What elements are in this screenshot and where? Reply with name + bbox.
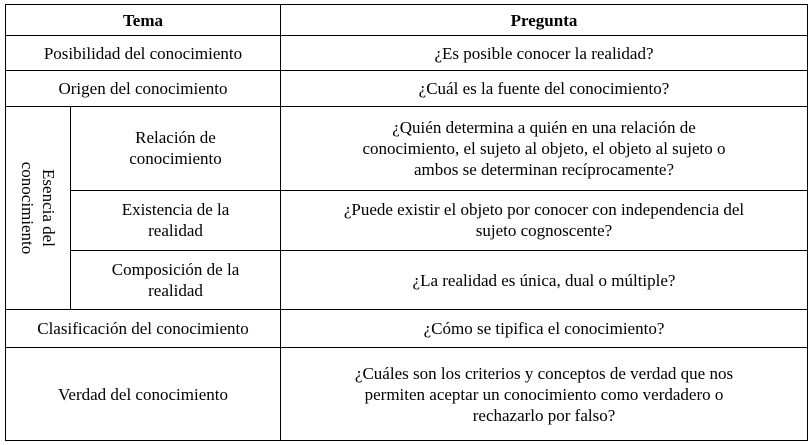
subtema-line: Composición de la [111, 260, 240, 280]
pregunta-line: rechazarlo por falso? [472, 405, 616, 425]
table-row [6, 71, 808, 106]
subtema-line: conocimiento [129, 149, 222, 169]
pregunta-cell: ¿Cómo se tipifica el conocimiento? [281, 310, 808, 348]
pregunta-line: permiten aceptar un conocimiento como verdadero o [364, 384, 724, 404]
subtema-line: Relación de [135, 128, 216, 148]
subtema-line: realidad [148, 221, 203, 241]
table-row [6, 106, 808, 190]
tema-cell: Verdad del conocimiento [6, 348, 281, 441]
header-pregunta: Pregunta [281, 5, 808, 36]
table-row [6, 310, 808, 348]
table-row [6, 250, 808, 310]
table-row [6, 348, 808, 441]
header-tema: Tema [6, 5, 281, 36]
subtema-cell [71, 106, 281, 190]
pregunta-line: ¿Quién determina a quién en una relación de [392, 117, 696, 137]
pregunta-cell [281, 106, 808, 190]
group-label-vertical [17, 162, 59, 255]
tema-cell: Posibilidad del conocimiento [6, 36, 281, 71]
subtema-line: Existencia de la [121, 200, 230, 220]
pregunta-line: conocimiento, el sujeto al objeto, el objeto al sujeto o [362, 138, 726, 158]
table-row [6, 36, 808, 71]
subtema-line: realidad [148, 281, 203, 301]
tema-cell: Origen del conocimiento [6, 71, 281, 106]
pregunta-cell [281, 348, 808, 441]
pregunta-line: ¿Puede existir el objeto por conocer con independencia del [343, 200, 745, 220]
pregunta-line: ambos se determinan recíprocamente? [413, 159, 675, 179]
pregunta-cell: ¿Es posible conocer la realidad? [281, 36, 808, 71]
subtema-cell [71, 250, 281, 310]
tema-cell: Clasificación del conocimiento [6, 310, 281, 348]
group-label-line: conocimiento [18, 161, 37, 255]
header-row [6, 5, 808, 36]
subtema-cell [71, 190, 281, 250]
group-label-cell [6, 106, 71, 310]
pregunta-cell: ¿La realidad es única, dual o múltiple? [281, 250, 808, 310]
pregunta-line: sujeto cognoscente? [475, 221, 613, 241]
pregunta-line: ¿Cuáles son los criterios y conceptos de verdad que nos [354, 363, 734, 383]
pregunta-cell [281, 190, 808, 250]
pregunta-cell: ¿Cuál es la fuente del conocimiento? [281, 71, 808, 106]
table-row [6, 190, 808, 250]
topics-questions-table [5, 4, 808, 441]
group-label-line: Esencia del [39, 169, 58, 248]
